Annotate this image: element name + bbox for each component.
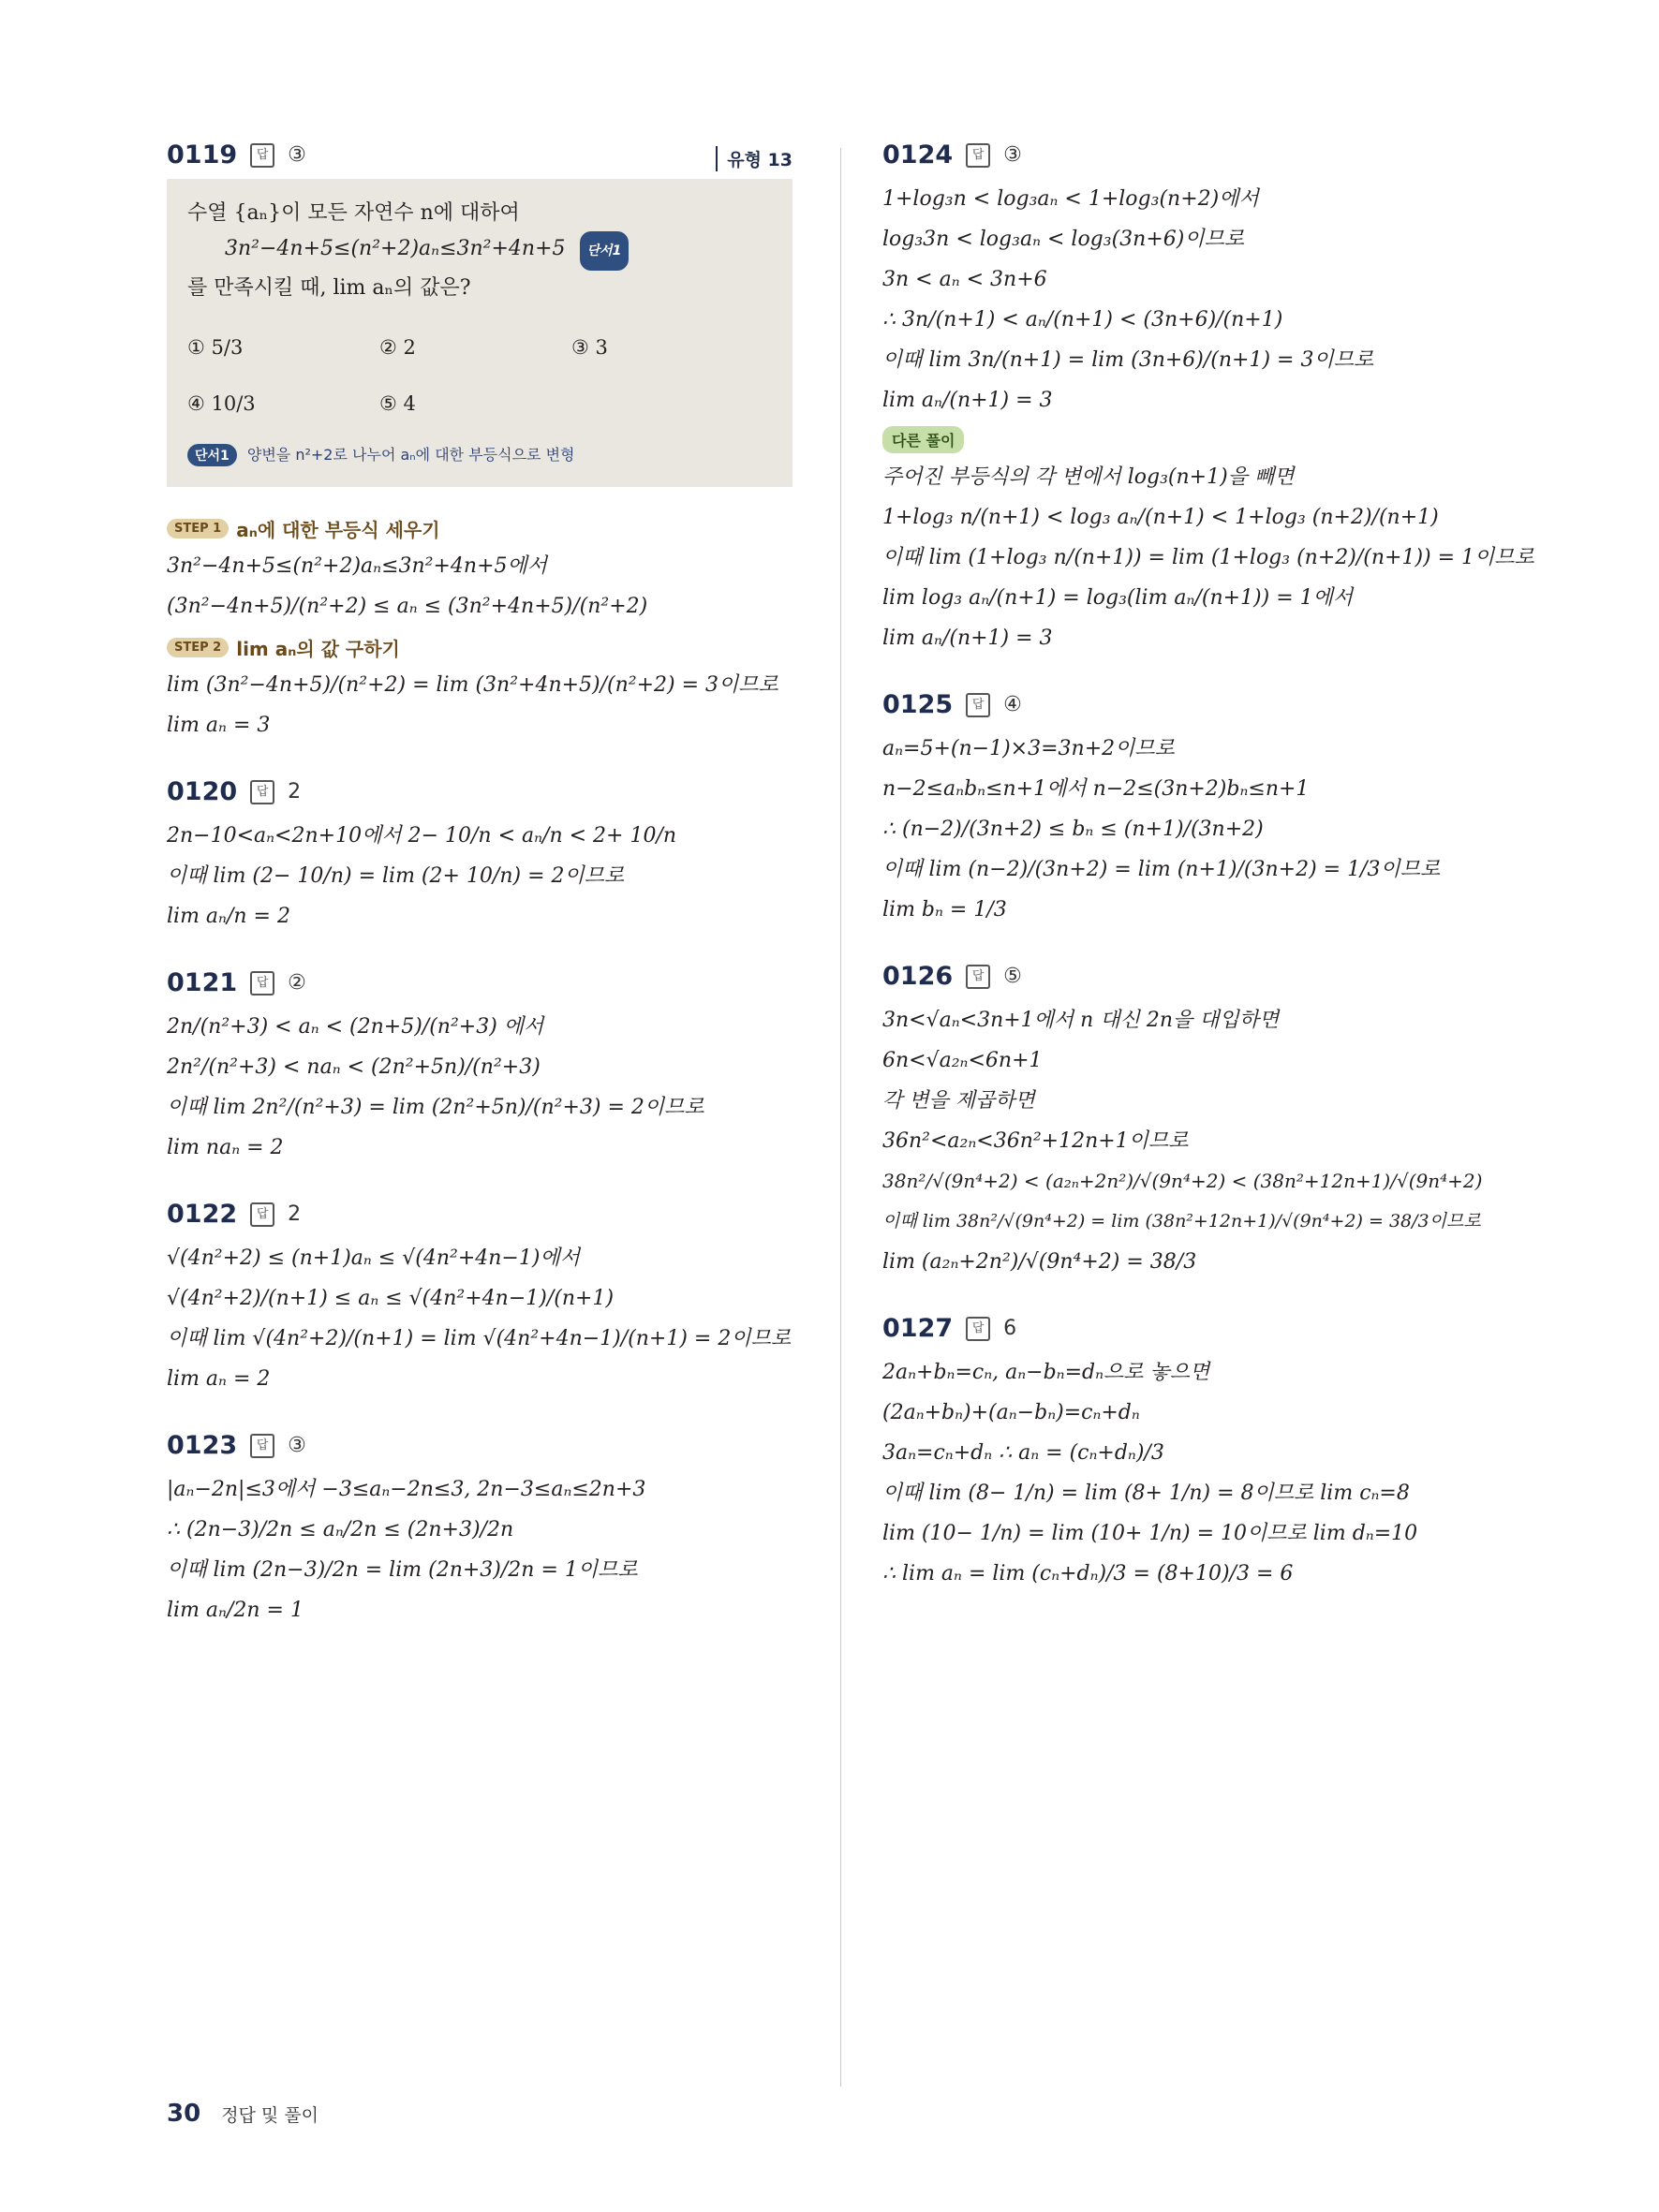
problem-number: 0127 xyxy=(882,1314,954,1343)
step-1-heading xyxy=(167,515,792,542)
answer-icon: 답 xyxy=(250,1202,274,1227)
problem-line: 수열 {aₙ}이 모든 자연수 n에 대하여 xyxy=(187,201,520,225)
solution-line: ∴ (n−2)/(3n+2) ≤ bₙ ≤ (n+1)/(3n+2) xyxy=(882,818,1264,841)
answer-value: 6 xyxy=(1003,1317,1017,1340)
hint xyxy=(187,443,770,466)
problem-number: 0122 xyxy=(167,1200,238,1229)
solution-line: 이때 lim (2n−3)/2n = lim (2n+3)/2n = 1이므로 xyxy=(167,1558,638,1582)
problem-header xyxy=(882,962,1501,991)
clue-tag: 단서1 xyxy=(580,231,630,271)
solution-line: lim aₙ/n = 2 xyxy=(167,905,290,928)
solution-line: 이때 lim (2− 10/n) = lim (2+ 10/n) = 2이므로 xyxy=(167,864,625,888)
solution-line: 이때 lim √(4n²+2)/(n+1) = lim √(4n²+4n−1)/(n+1) = 2이므로 xyxy=(167,1327,792,1350)
answer-icon: 답 xyxy=(250,143,274,168)
alt-solution-line: lim log₃ aₙ/(n+1) = log₃(lim aₙ/(n+1)) = 1에서 xyxy=(882,586,1354,610)
step-2-heading xyxy=(167,634,792,661)
problem-box xyxy=(167,179,792,487)
answer-value: ⑤ xyxy=(1003,965,1022,988)
solution-line: 이때 lim (8− 1/n) = lim (8+ 1/n) = 8이므로 lim cₙ=8 xyxy=(882,1482,1410,1505)
solution-line: 2aₙ+bₙ=cₙ, aₙ−bₙ=dₙ으로 놓으면 xyxy=(882,1361,1210,1384)
solution-line: lim bₙ = 1/3 xyxy=(882,898,1007,922)
problem-0121 xyxy=(167,968,792,1168)
solution-line: |aₙ−2n|≤3에서 −3≤aₙ−2n≤3, 2n−3≤aₙ≤2n+3 xyxy=(167,1478,646,1501)
problem-0126 xyxy=(882,962,1501,1282)
choices xyxy=(187,319,770,432)
choice-5[interactable]: ⑤ 4 xyxy=(379,392,416,415)
alt-solution-line: 주어진 부등식의 각 변에서 log₃(n+1)을 빼면 xyxy=(882,465,1295,489)
answer-icon: 답 xyxy=(966,693,990,717)
answer-icon: 답 xyxy=(966,143,990,168)
hint-text: 양변을 n²+2로 나누어 aₙ에 대한 부등식으로 변형 xyxy=(246,446,575,464)
choice-3[interactable]: ③ 3 xyxy=(571,336,608,359)
choice-1[interactable]: ① 5/3 xyxy=(187,336,244,359)
step-title: lim aₙ의 값 구하기 xyxy=(236,638,400,660)
problem-number: 0125 xyxy=(882,690,954,719)
problem-0125 xyxy=(882,690,1501,930)
answer-value: ② xyxy=(288,971,306,995)
solution-line: lim aₙ = 2 xyxy=(167,1367,271,1391)
problem-number: 0121 xyxy=(167,968,238,997)
solution-line: lim (3n²−4n+5)/(n²+2) = lim (3n²+4n+5)/(n²+2) = 3이므로 xyxy=(167,673,778,697)
problem-inequality: 3n²−4n+5≤(n²+2)aₙ≤3n²+4n+5 xyxy=(225,237,566,260)
solution-line: 36n²<a₂ₙ<36n²+12n+1이므로 xyxy=(882,1129,1189,1153)
solution-line: ∴ 3n/(n+1) < aₙ/(n+1) < (3n+6)/(n+1) xyxy=(882,308,1283,332)
solution-line: n−2≤aₙbₙ≤n+1에서 n−2≤(3n+2)bₙ≤n+1 xyxy=(882,777,1310,801)
solution-line: 이때 lim 2n²/(n²+3) = lim (2n²+5n)/(n²+3) = 2이므로 xyxy=(167,1096,704,1119)
solution-line: aₙ=5+(n−1)×3=3n+2이므로 xyxy=(882,737,1175,760)
solution-line: lim aₙ = 3 xyxy=(167,714,271,737)
solution-line: 2n²/(n²+3) < naₙ < (2n²+5n)/(n²+3) xyxy=(167,1055,541,1079)
problem-line: 를 만족시킬 때, lim aₙ의 값은? xyxy=(187,276,471,300)
solution-line: 2n−10<aₙ<2n+10에서 2− 10/n < aₙ/n < 2+ 10/n xyxy=(167,824,677,848)
solution-line: 6n<√a₂ₙ<6n+1 xyxy=(882,1049,1043,1072)
solution-line: (3n²−4n+5)/(n²+2) ≤ aₙ ≤ (3n²+4n+5)/(n²+2) xyxy=(167,595,648,618)
page-number: 30 xyxy=(167,2100,201,2128)
solution-line: ∴ lim aₙ = lim (cₙ+dₙ)/3 = (8+10)/3 = 6 xyxy=(882,1562,1294,1585)
solution-line: lim (a₂ₙ+2n²)/√(9n⁴+2) = 38/3 xyxy=(882,1250,1197,1274)
solution-line: 2n/(n²+3) < aₙ < (2n+5)/(n²+3) 에서 xyxy=(167,1015,544,1039)
problem-header xyxy=(167,777,792,806)
problem-0123 xyxy=(167,1431,792,1630)
problem-number: 0119 xyxy=(167,140,238,170)
solution-line: lim naₙ = 2 xyxy=(167,1136,284,1159)
type-tag: 유형 13 xyxy=(716,146,792,171)
problem-number: 0120 xyxy=(167,777,238,806)
alt-solution-line: 이때 lim (1+log₃ n/(n+1)) = lim (1+log₃ (n+2)/(n+1)) = 1이므로 xyxy=(882,546,1534,569)
problem-0127 xyxy=(882,1314,1501,1594)
problem-0119 xyxy=(167,140,792,745)
answer-value: ④ xyxy=(1003,693,1022,716)
answer-value: 2 xyxy=(288,1202,302,1226)
solution-line: 38n²/√(9n⁴+2) < (a₂ₙ+2n²)/√(9n⁴+2) < (38n²+12n+1)/√(9n⁴+2) xyxy=(882,1170,1483,1192)
solution-line: lim aₙ/(n+1) = 3 xyxy=(882,389,1053,412)
right-column xyxy=(882,140,1534,1626)
solution-line: 이때 lim (n−2)/(3n+2) = lim (n+1)/(3n+2) = 1/3이므로 xyxy=(882,858,1441,881)
solution-line: 3aₙ=cₙ+dₙ ∴ aₙ = (cₙ+dₙ)/3 xyxy=(882,1441,1164,1465)
page-footer xyxy=(167,2100,318,2128)
solution-line: 3n < aₙ < 3n+6 xyxy=(882,268,1047,291)
problem-header xyxy=(167,1431,792,1460)
choice-2[interactable]: ② 2 xyxy=(379,336,416,359)
answer-value: ③ xyxy=(1003,143,1022,167)
problem-0122 xyxy=(167,1200,792,1399)
alt-solution-line: 1+log₃ n/(n+1) < log₃ aₙ/(n+1) < 1+log₃ (n+2)/(n+1) xyxy=(882,506,1439,529)
solution-line: 이때 lim 3n/(n+1) = lim (3n+6)/(n+1) = 3이므로 xyxy=(882,348,1374,372)
solution-line: 3n<√aₙ<3n+1에서 n 대신 2n을 대입하면 xyxy=(882,1009,1280,1032)
problem-header xyxy=(167,968,792,997)
problem-header xyxy=(882,140,1501,170)
answer-icon: 답 xyxy=(250,780,274,804)
problem-header xyxy=(882,690,1501,719)
answer-icon: 답 xyxy=(250,971,274,995)
solution-line: 각 변을 제곱하면 xyxy=(882,1089,1035,1113)
solution-line: √(4n²+2)/(n+1) ≤ aₙ ≤ √(4n²+4n−1)/(n+1) xyxy=(167,1287,615,1310)
step-tag: STEP 1 xyxy=(167,519,229,538)
answer-value: 2 xyxy=(288,780,302,804)
problem-header xyxy=(167,140,792,170)
answer-icon: 답 xyxy=(250,1434,274,1458)
alt-solution-tag: 다른 풀이 xyxy=(882,426,964,453)
solution-line: √(4n²+2) ≤ (n+1)aₙ ≤ √(4n²+4n−1)에서 xyxy=(167,1246,580,1270)
problem-line xyxy=(187,231,770,271)
problem-0124 xyxy=(882,140,1534,658)
answer-value: ③ xyxy=(288,1434,306,1457)
solution-line: 3n²−4n+5≤(n²+2)aₙ≤3n²+4n+5에서 xyxy=(167,554,548,578)
left-column xyxy=(167,140,792,1662)
problem-number: 0124 xyxy=(882,140,954,170)
answer-value: ③ xyxy=(288,143,306,167)
solution-line: ∴ (2n−3)/2n ≤ aₙ/2n ≤ (2n+3)/2n xyxy=(167,1518,514,1541)
solution-line: 이때 lim 38n²/√(9n⁴+2) = lim (38n²+12n+1)/√(9n⁴+2) = 38/3이므로 xyxy=(882,1211,1481,1231)
solution-line: (2aₙ+bₙ)+(aₙ−bₙ)=cₙ+dₙ xyxy=(882,1401,1140,1424)
step-tag: STEP 2 xyxy=(167,638,229,657)
column-divider xyxy=(840,148,841,2087)
solution-line: 1+log₃n < log₃aₙ < 1+log₃(n+2)에서 xyxy=(882,187,1259,211)
answer-icon: 답 xyxy=(966,965,990,989)
problem-0120 xyxy=(167,777,792,936)
section-title: 정답 및 풀이 xyxy=(221,2105,319,2126)
problem-header xyxy=(167,1200,792,1229)
alt-solution-line: lim aₙ/(n+1) = 3 xyxy=(882,627,1053,650)
choice-4[interactable]: ④ 10/3 xyxy=(187,392,256,415)
answer-icon: 답 xyxy=(966,1317,990,1341)
solution-line: lim aₙ/2n = 1 xyxy=(167,1599,304,1622)
step-title: aₙ에 대한 부등식 세우기 xyxy=(236,519,440,541)
solution-line: lim (10− 1/n) = lim (10+ 1/n) = 10이므로 lim dₙ=10 xyxy=(882,1522,1418,1545)
solution-line: log₃3n < log₃aₙ < log₃(3n+6)이므로 xyxy=(882,228,1245,251)
problem-number: 0126 xyxy=(882,962,954,991)
hint-tag: 단서1 xyxy=(187,444,237,466)
problem-number: 0123 xyxy=(167,1431,238,1460)
problem-header xyxy=(882,1314,1501,1343)
